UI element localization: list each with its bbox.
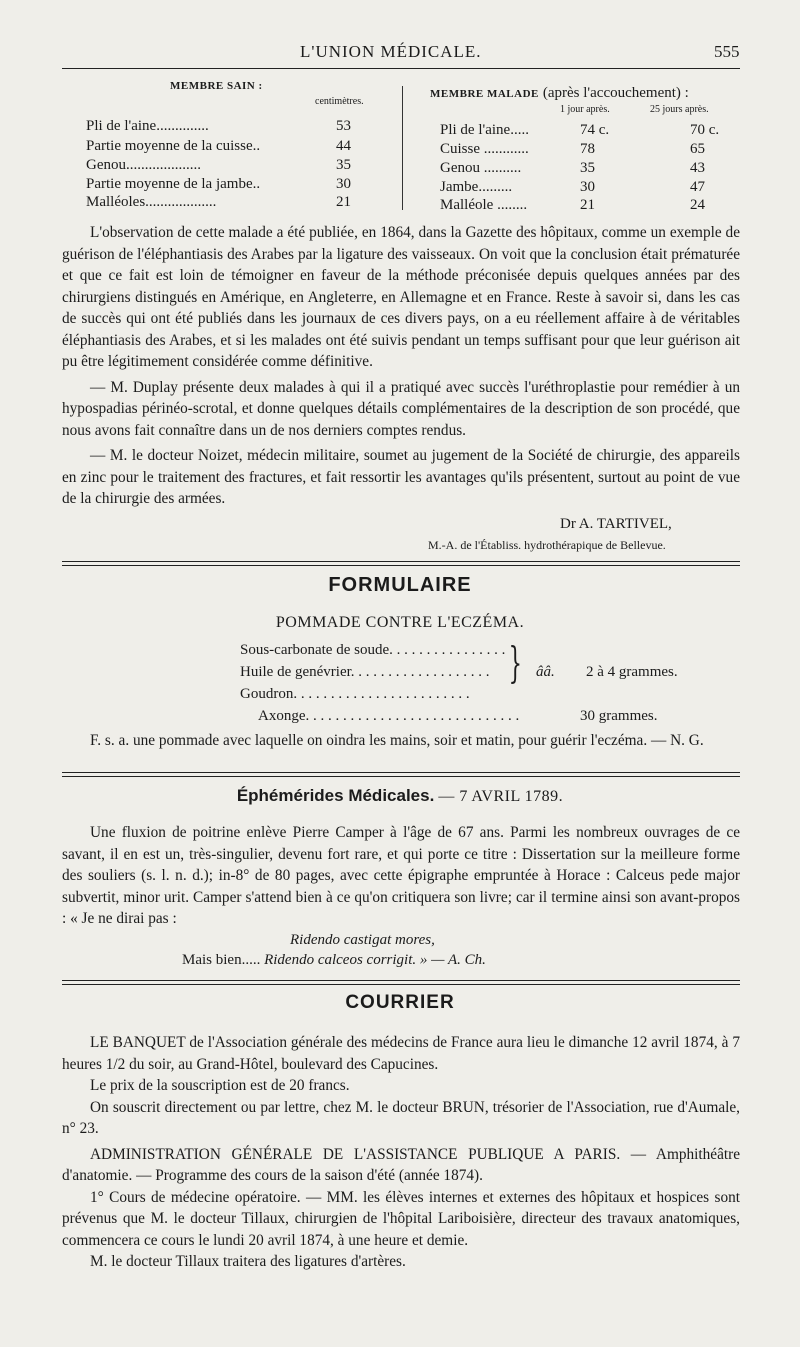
- courrier-paragraph: ADMINISTRATION GÉNÉRALE DE L'ASSISTANCE PUBLIQUE A PARIS. — Amphithéâtre d'anatomie. — Programme des cours de la saison d'été (année 1874).: [62, 1145, 740, 1184]
- instructions-text: F. s. a. une pommade avec laquelle on oindra les mains, soir et matin, pour guérir l'eczéma. — N. G.: [90, 732, 704, 749]
- ephemerides-text: Une fluxion de poitrine enlève Pierre Camper à l'âge de 67 ans. Parmi les nombreux ouvrages de ce savant, il en est un, très-singulier, devenu fort rare, et qui porte ce titre : Dissertation sur la meilleure forme des souliers (s. l. n. d.); in-8° de 80 pages, avec cette épigraphe empruntée à Horace : Calceus pede major subvertit, minor urit. Camper s'attend bien à ce qu'on critiquera son livre; car il termine ainsi son avant-propos : « Je ne dirai pas :: [62, 824, 740, 927]
- right-row-v2: 47: [690, 179, 705, 195]
- right-row-label: Malléole ........: [440, 197, 528, 213]
- right-row-v1: 74 c.: [580, 122, 610, 138]
- right-row-v1: 21: [580, 197, 595, 213]
- page-number: 555: [714, 42, 740, 61]
- section-rule: [62, 984, 740, 985]
- courrier-title: COURRIER: [345, 992, 455, 1013]
- article-paragraph: — M. le docteur Noizet, médecin militaire, soumet au jugement de la Société de chirurgie, des appareils en zinc pour le traitement des fractures, et fait ressortir les avantages qu'ils présentent, surtout au point de vue de la chirurgie des armées.: [62, 447, 740, 507]
- section-rule: [62, 561, 740, 562]
- left-row-label: Malléoles...................: [86, 194, 217, 210]
- courrier-paragraph: On souscrit directement ou par lettre, chez M. le docteur BRUN, trésorier de l'Association, rue d'Aumale, n° 23.: [62, 1098, 740, 1137]
- left-row-value: 30: [336, 176, 351, 192]
- courrier-body: [62, 1032, 740, 1273]
- left-row-label: Partie moyenne de la jambe..: [86, 176, 261, 192]
- left-row-label: Genou....................: [86, 157, 201, 173]
- article-paragraph: — M. Duplay présente deux malades à qui il a pratiqué avec succès l'uréthroplastie pour remédier à un hypospadias périnéo-scrotal, et donne quelques détails complémentaires de la description de son procédé, que nous avons fait connaître dans un de nos derniers comptes rendus.: [62, 378, 740, 439]
- section-rule: [62, 980, 740, 981]
- right-row-label: Pli de l'aine.....: [440, 122, 529, 138]
- formulaire-subtitle: POMMADE CONTRE L'ECZÉMA.: [275, 614, 525, 631]
- right-row-v2: 65: [690, 141, 705, 157]
- right-row-label: Cuisse ............: [440, 141, 529, 157]
- right-row-v2: 24: [690, 197, 705, 213]
- right-row-v1: 35: [580, 160, 595, 176]
- ephemerides-date: — 7 AVRIL 1789.: [438, 788, 564, 805]
- right-row-v1: 30: [580, 179, 595, 195]
- aa-label: ââ.: [536, 664, 555, 680]
- right-col2-head: 25 jours après.: [650, 104, 709, 115]
- brace-symbol: }: [508, 638, 523, 687]
- journal-title: L'UNION MÉDICALE.: [300, 42, 482, 61]
- right-row-v2: 43: [690, 160, 705, 176]
- right-row-v1: 78: [580, 141, 595, 157]
- ingredient: Huile de genévrier. . . . . . . . . . . . . . . . . . .: [240, 664, 490, 680]
- signature: Dr A. TARTIVEL,: [560, 516, 672, 532]
- aa-amount: 2 à 4 grammes.: [586, 664, 678, 680]
- axonge-label: Axonge. . . . . . . . . . . . . . . . . . . . . . . . . . . . .: [258, 708, 520, 724]
- left-heading: MEMBRE SAIN :: [170, 80, 263, 92]
- article-paragraph: L'observation de cette malade a été publiée, en 1864, dans la Gazette des hôpitaux, comme un exemple de guérison de l'éléphantiasis des Arabes par la ligature des vaisseaux. On voit que la conclusion était prématurée et que ce fait est loin de témoigner en faveur de la méthode préconisée depuis quelques années par des chirurgiens distingués en Amérique, en Angleterre, en Allemagne et en France. Reste à savoir si, dans les cas de succès qui ont été publiés dans les journaux de ces divers pays, on a eu réellement affaire à de véritables éléphantiasis des Arabes, et si les malades ont été suivis pendant un temps suffisant pour que leur guérison ait pu être légitimement considérée comme définitive.: [62, 224, 740, 370]
- left-row-value: 44: [336, 138, 351, 154]
- table-divider: [402, 86, 403, 210]
- courrier-paragraph: LE BANQUET de l'Association générale des médecins de France aura lieu le dimanche 12 avril 1874, à 7 heures 1/2 du soir, au Grand-Hôtel, boulevard des Capucines.: [62, 1034, 740, 1073]
- right-row-label: Jambe.........: [440, 179, 513, 195]
- right-heading-rest: (après l'accouchement) :: [542, 85, 689, 101]
- quote-line-2: [182, 952, 486, 969]
- ephemerides-title: Éphémérides Médicales.: [236, 786, 435, 805]
- quote-line: Ridendo castigat mores,: [290, 932, 435, 948]
- ingredient: Goudron. . . . . . . . . . . . . . . . . . . . . . . .: [240, 686, 470, 702]
- right-heading: [430, 84, 689, 102]
- left-row-label: Pli de l'aine..............: [86, 118, 209, 134]
- section-rule: [62, 565, 740, 566]
- signature-affiliation: M.-A. de l'Établiss. hydrothérapique de Bellevue.: [428, 538, 666, 552]
- header-rule: [62, 68, 740, 69]
- right-heading-sc: MEMBRE MALADE: [430, 88, 539, 100]
- formulaire-title: FORMULAIRE: [328, 574, 472, 596]
- courrier-paragraph: M. le docteur Tillaux traitera des ligatures d'artères.: [90, 1253, 406, 1270]
- ingredient: Sous-carbonate de soude. . . . . . . . . . . . . . . .: [240, 642, 506, 658]
- quote-text: Ridendo calceos corrigit. » — A. Ch.: [264, 952, 486, 968]
- quote-prefix: Mais bien.....: [182, 952, 261, 968]
- left-row-value: 21: [336, 194, 351, 210]
- article-body: [62, 222, 740, 510]
- axonge-amount: 30 grammes.: [580, 708, 658, 724]
- courrier-paragraph: Le prix de la souscription est de 20 francs.: [90, 1077, 350, 1094]
- ephemerides-body: [62, 822, 740, 930]
- left-row-value: 53: [336, 118, 351, 134]
- courrier-paragraph: 1° Cours de médecine opératoire. — MM. les élèves internes et externes des hôpitaux et hospices sont prévenus que M. le docteur Tillaux, chirurgien de l'hôpital Lariboisière, directeur des travaux anatomiques, commencera ce cours le lundi 20 avril 1874, à une heure et demie.: [62, 1188, 740, 1249]
- section-rule: [62, 776, 740, 777]
- right-row-v2: 70 c.: [690, 122, 720, 138]
- left-row-value: 35: [336, 157, 351, 173]
- ephemerides-heading: [0, 786, 800, 806]
- section-rule: [62, 772, 740, 773]
- left-unit: centimètres.: [315, 96, 364, 107]
- right-row-label: Genou ..........: [440, 160, 522, 176]
- right-col1-head: 1 jour après.: [560, 104, 610, 115]
- formulaire-instructions: [62, 730, 740, 752]
- left-row-label: Partie moyenne de la cuisse..: [86, 138, 261, 154]
